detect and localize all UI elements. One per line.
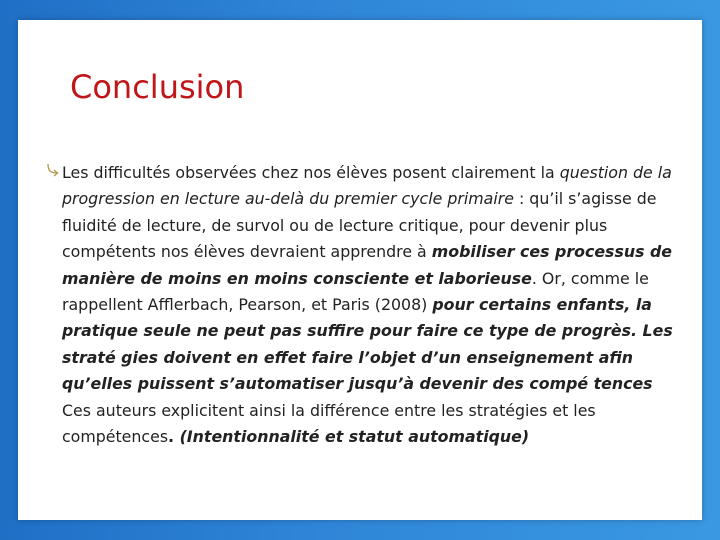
text-intro: Les difficultés observées chez nos élèves posent clairement la [62,163,560,182]
text-reading-types: : qu’il s’agisse de fluidité de lecture, de survol ou de lecture critique, pour devenir plus compétents nos élèves devraient apprendre à [62,189,657,262]
text-authors-explain: Ces auteurs explicitent ainsi la différence entre les stratégies et les compétences [62,400,596,447]
text-question-progression: question de la progression en lecture au-delà du premier cycle primaire [62,163,672,209]
slide-panel [18,20,702,520]
text-period: . [168,427,180,447]
slide-title: Conclusion [70,68,245,106]
text-quote: pour certains enfants, la pratique seule ne peut pas suffire pour faire ce type de progrès. Les straté gies doivent en effet faire l’objet d’un enseignement afin qu’elles puissent s’automatiser jusqu’à devenir des compé tences [62,295,673,394]
curved-arrow-bullet-icon [46,162,60,178]
conclusion-paragraph [62,160,674,450]
text-mobiliser: mobiliser ces processus de manière de moins en moins consciente et laborieuse [62,242,673,288]
text-afflerbach-citation: . Or, comme le rappellent Afflerbach, Pearson, et Paris (2008) [62,268,649,315]
text-intentionnalite: (Intentionnalité et statut automatique) [179,427,530,447]
